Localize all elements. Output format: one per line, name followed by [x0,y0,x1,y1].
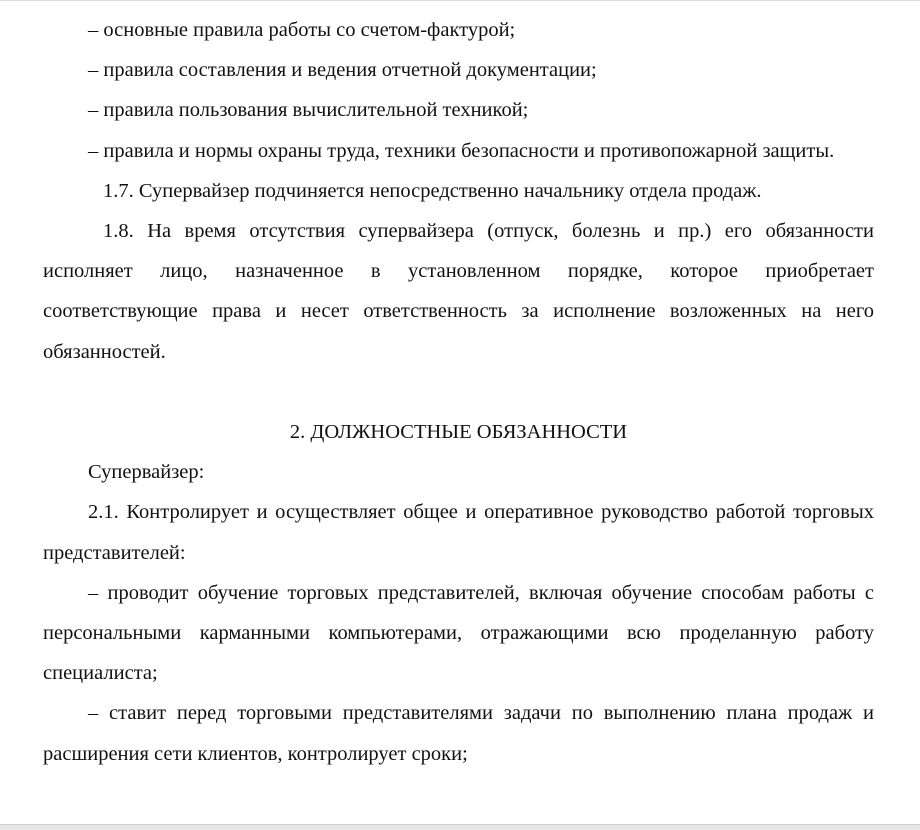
section-heading: 2. ДОЛЖНОСТНЫЕ ОБЯЗАННОСТИ [289,421,628,444]
clause-paragraph: 1.8. На время отсутствия супервайзера (отпуск, болезнь и пр.) его обязанности исполняет лицо, назначенное в установленном порядке, которое приобретает соответствующие права и несет ответственность за исполнение возложенных на него обязанностей. [43,220,874,363]
clause-paragraph: 1.7. Супервайзер подчиняется непосредственно начальнику отдела продаж. [103,179,762,202]
page-bottom-edge [0,824,920,830]
clause-paragraph: 2.1. Контролирует и осуществляет общее и оперативное руководство работой торговых представителей: [43,501,874,564]
list-item: – проводит обучение торговых представителей, включая обучение способам работы с персональными карманными компьютерами, отражающими всю проделанную работу специалиста; [43,581,874,685]
paragraph-spacer [43,372,874,412]
document-body [43,10,874,774]
list-item: – правила пользования вычислительной техникой; [88,99,529,122]
list-item: – правила и нормы охраны труда, техники безопасности и противопожарной защиты. [88,139,835,162]
list-item: – правила составления и ведения отчетной документации; [88,59,597,82]
list-item: – основные правила работы со счетом-фактурой; [88,19,516,41]
intro-paragraph: Супервайзер: [88,461,205,484]
list-item: – ставит перед торговыми представителями задачи по выполнению плана продаж и расширения сети клиентов, контролирует сроки; [43,702,874,765]
